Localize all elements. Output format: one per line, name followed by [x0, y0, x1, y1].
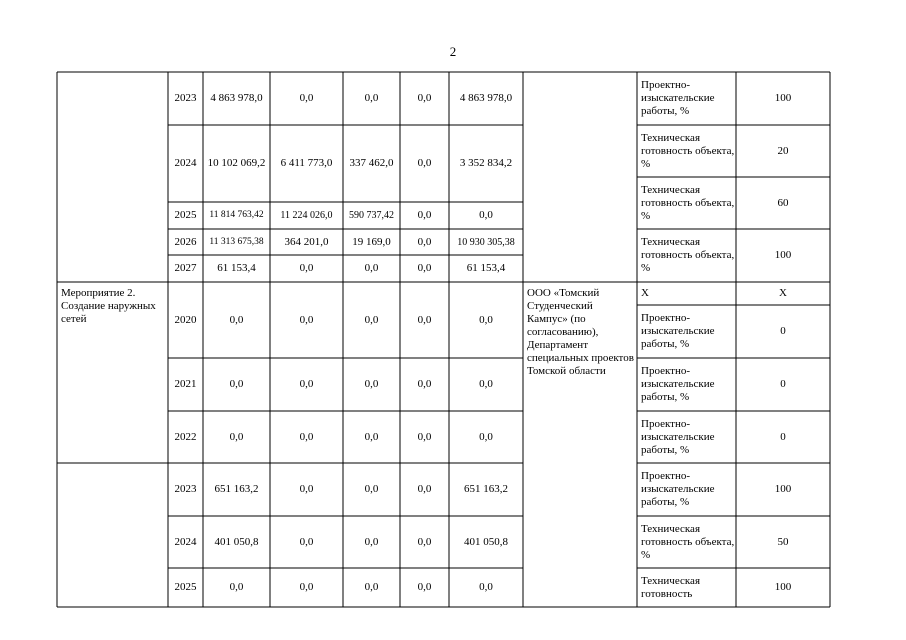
amount-cell: 0,0 [364, 430, 379, 443]
year-cell: 2024 [174, 535, 197, 548]
amount-cell: 0,0 [417, 92, 432, 104]
total-cell: 401 050,8 [214, 535, 259, 548]
x-value: Х [779, 287, 787, 299]
x-indicator: Х [641, 287, 649, 299]
indicator-name: Техническая готовность объекта, % [641, 131, 735, 170]
total-cell: 4 863 978,0 [210, 92, 263, 104]
amount-cell: 3 352 834,2 [459, 157, 513, 169]
amount-cell: 0,0 [417, 313, 432, 326]
indicator-name: Техническая готовность объекта, % [641, 236, 735, 274]
amount-cell: 61 153,4 [466, 262, 506, 274]
indicator-value: 0 [780, 325, 786, 337]
amount-cell: 0,0 [479, 209, 493, 221]
amount-cell: 6 411 773,0 [280, 157, 333, 169]
amount-cell: 10 930 305,38 [457, 236, 515, 248]
page-number: 2 [449, 44, 457, 59]
amount-cell: 0,0 [417, 483, 432, 495]
indicator-name: Техническая готовность [641, 574, 701, 600]
amount-cell: 0,0 [299, 483, 314, 495]
total-cell: 0,0 [229, 430, 244, 443]
amount-cell: 0,0 [364, 313, 379, 326]
amount-cell: 0,0 [364, 535, 379, 548]
amount-cell: 0,0 [364, 92, 379, 104]
amount-cell: 0,0 [364, 262, 379, 274]
year-cell: 2024 [174, 157, 197, 169]
indicator-name: Проектно-изыскательские работы, % [641, 79, 715, 117]
year-cell: 2021 [174, 378, 197, 390]
indicator-name: Проектно-изыскательские работы, % [641, 365, 715, 403]
amount-cell: 0,0 [364, 483, 379, 495]
amount-cell: 0,0 [479, 430, 493, 443]
indicator-name: Техническая готовность объекта, % [641, 522, 735, 561]
total-cell: 0,0 [229, 581, 244, 593]
amount-cell: 590 737,42 [349, 210, 394, 221]
amount-cell: 401 050,8 [464, 535, 508, 548]
amount-cell: 4 863 978,0 [459, 92, 513, 104]
amount-cell: 0,0 [417, 378, 432, 390]
total-cell: 61 153,4 [217, 262, 256, 274]
indicator-value: 100 [774, 249, 792, 261]
indicator-value: 50 [777, 535, 789, 548]
total-cell: 0,0 [229, 313, 244, 326]
amount-cell: 19 169,0 [352, 235, 391, 248]
year-cell: 2022 [174, 430, 197, 443]
amount-cell: 0,0 [299, 378, 314, 390]
year-cell: 2023 [174, 92, 197, 104]
amount-cell: 0,0 [417, 209, 432, 221]
year-cell: 2020 [174, 313, 197, 326]
amount-cell: 0,0 [299, 430, 314, 443]
indicator-value: 100 [774, 92, 792, 104]
indicator-name: Проектно-изыскательские работы, % [641, 417, 715, 456]
year-cell: 2025 [174, 209, 197, 221]
amount-cell: 337 462,0 [349, 157, 394, 169]
amount-cell: 0,0 [417, 157, 432, 169]
indicator-value: 0 [780, 430, 786, 443]
amount-cell: 0,0 [299, 262, 314, 274]
amount-cell: 0,0 [364, 581, 379, 593]
amount-cell: 0,0 [299, 92, 314, 104]
indicator-name: Техническая готовность объекта, % [641, 183, 735, 222]
total-cell: 11 313 675,38 [209, 236, 264, 247]
amount-cell: 0,0 [417, 235, 432, 248]
amount-cell: 0,0 [479, 313, 493, 326]
amount-cell: 0,0 [417, 262, 432, 274]
total-cell: 0,0 [229, 378, 244, 390]
amount-cell: 0,0 [299, 535, 314, 548]
amount-cell: 0,0 [479, 378, 493, 390]
total-cell: 10 102 069,2 [207, 157, 266, 169]
indicator-value: 100 [774, 483, 792, 495]
amount-cell: 0,0 [417, 581, 432, 593]
indicator-value: 100 [774, 581, 792, 593]
year-cell: 2023 [174, 483, 197, 495]
year-cell: 2027 [174, 262, 197, 274]
indicator-value: 20 [777, 144, 789, 157]
amount-cell: 651 163,2 [464, 483, 508, 495]
executor-name: ООО «Томский Студенческий Кампус» (по согласованию), Департамент специальных проектов Томской области [527, 287, 634, 377]
amount-cell: 0,0 [299, 581, 314, 593]
indicator-name: Проектно-изыскательские работы, % [641, 312, 715, 350]
total-cell: 651 163,2 [214, 483, 259, 495]
amount-cell: 364 201,0 [284, 235, 329, 248]
amount-cell: 0,0 [299, 313, 314, 326]
indicator-name: Проектно-изыскательские работы, % [641, 470, 715, 508]
amount-cell: 0,0 [479, 581, 493, 593]
amount-cell: 0,0 [364, 378, 379, 390]
year-cell: 2026 [174, 235, 197, 248]
measure-name: Мероприятие 2. Создание наружных сетей [61, 287, 156, 325]
amount-cell: 0,0 [417, 535, 432, 548]
amount-cell: 11 224 026,0 [280, 210, 333, 221]
indicator-value: 60 [777, 196, 789, 209]
amount-cell: 0,0 [417, 430, 432, 443]
indicator-value: 0 [780, 378, 786, 390]
year-cell: 2025 [174, 581, 197, 593]
total-cell: 11 814 763,42 [209, 210, 264, 220]
